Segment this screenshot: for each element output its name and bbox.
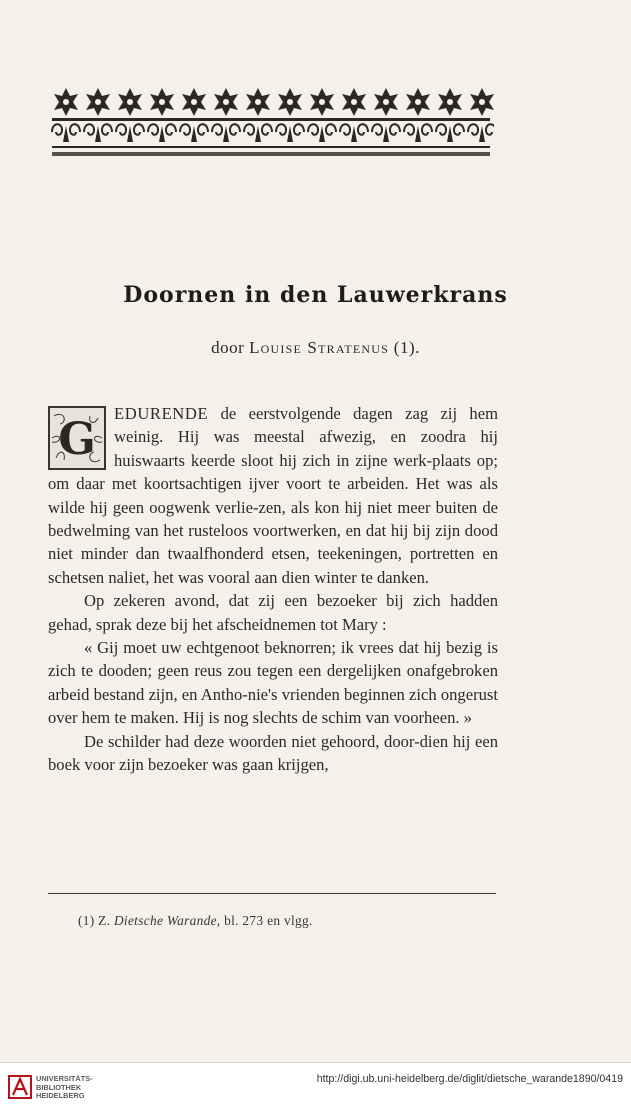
dropcap-initial bbox=[48, 406, 106, 470]
paragraph-3: « Gij moet uw echtgenoot beknorren; ik vrees dat hij bezig is zich te dooden; geen reus zou tegen een dergelijken onafgebroken arbeid bestand zijn, en Antho-nie's vrienden beginnen zich ongerust over hem te maken. Hij is nog slechts de schim van voorheen. » bbox=[48, 638, 498, 728]
body-text bbox=[48, 402, 498, 777]
byline-prefix: door bbox=[211, 338, 245, 357]
paragraph-2: Op zekeren avond, dat zij een bezoeker bij zich hadden gehad, sprak deze bij het afscheidnemen tot Mary : bbox=[48, 591, 498, 634]
viewer-footer bbox=[0, 1062, 631, 1111]
chapter-title: Doornen in den Lauwerkrans bbox=[123, 282, 508, 308]
university-library-logo-icon[interactable] bbox=[8, 1073, 32, 1101]
paragraph-1-text: de eerstvolgende dagen zag zij hem weinig. Hij was meestal afwezig, en zoodra hij huiswaarts keerde sloot hij zich in zijne werk-plaats op; om daar met koortsachtigen ijver voort te arbeiden. Het was als wilde hij geen oogwenk verlie-zen, als kon hij niet meer buiten de bedwelming van het rusteloos voortwerken, en dat hij bij zijn dood niet minder dan twaalfhonderd etsen, teekeningen, portretten en schetsen naliet, het was vooral aan dien winter te danken. bbox=[48, 404, 498, 587]
library-name-line-2: BIBLIOTHEK bbox=[36, 1082, 82, 1092]
paragraph-1 bbox=[48, 402, 498, 589]
ornamental-header-band bbox=[48, 88, 494, 160]
library-name-line-3: HEIDELBERG bbox=[36, 1091, 85, 1101]
permalink-url[interactable]: http://digi.ub.uni-heidelberg.de/diglit/dietsche_warande1890/0419 bbox=[316, 1073, 623, 1085]
footnote-marker: (1) Z. bbox=[78, 913, 111, 928]
library-name-line-1: UNIVERSITÄTS- bbox=[36, 1074, 93, 1083]
dropcap-letter: G bbox=[58, 414, 96, 465]
footnote-title: Dietsche Warande, bbox=[113, 913, 221, 928]
footnote-reference: (1). bbox=[393, 338, 420, 357]
byline bbox=[0, 338, 631, 358]
lead-word: EDURENDE bbox=[114, 404, 209, 423]
library-name bbox=[36, 1075, 93, 1101]
footnote-divider bbox=[48, 893, 496, 894]
author-name: Louise Stratenus bbox=[249, 338, 390, 357]
paragraph-4: De schilder had deze woorden niet gehoord, door-dien hij een boek voor zijn bezoeker was gaan krijgen, bbox=[48, 731, 498, 775]
footnote bbox=[78, 913, 313, 929]
footnote-pages: bl. 273 en vlgg. bbox=[224, 913, 313, 928]
